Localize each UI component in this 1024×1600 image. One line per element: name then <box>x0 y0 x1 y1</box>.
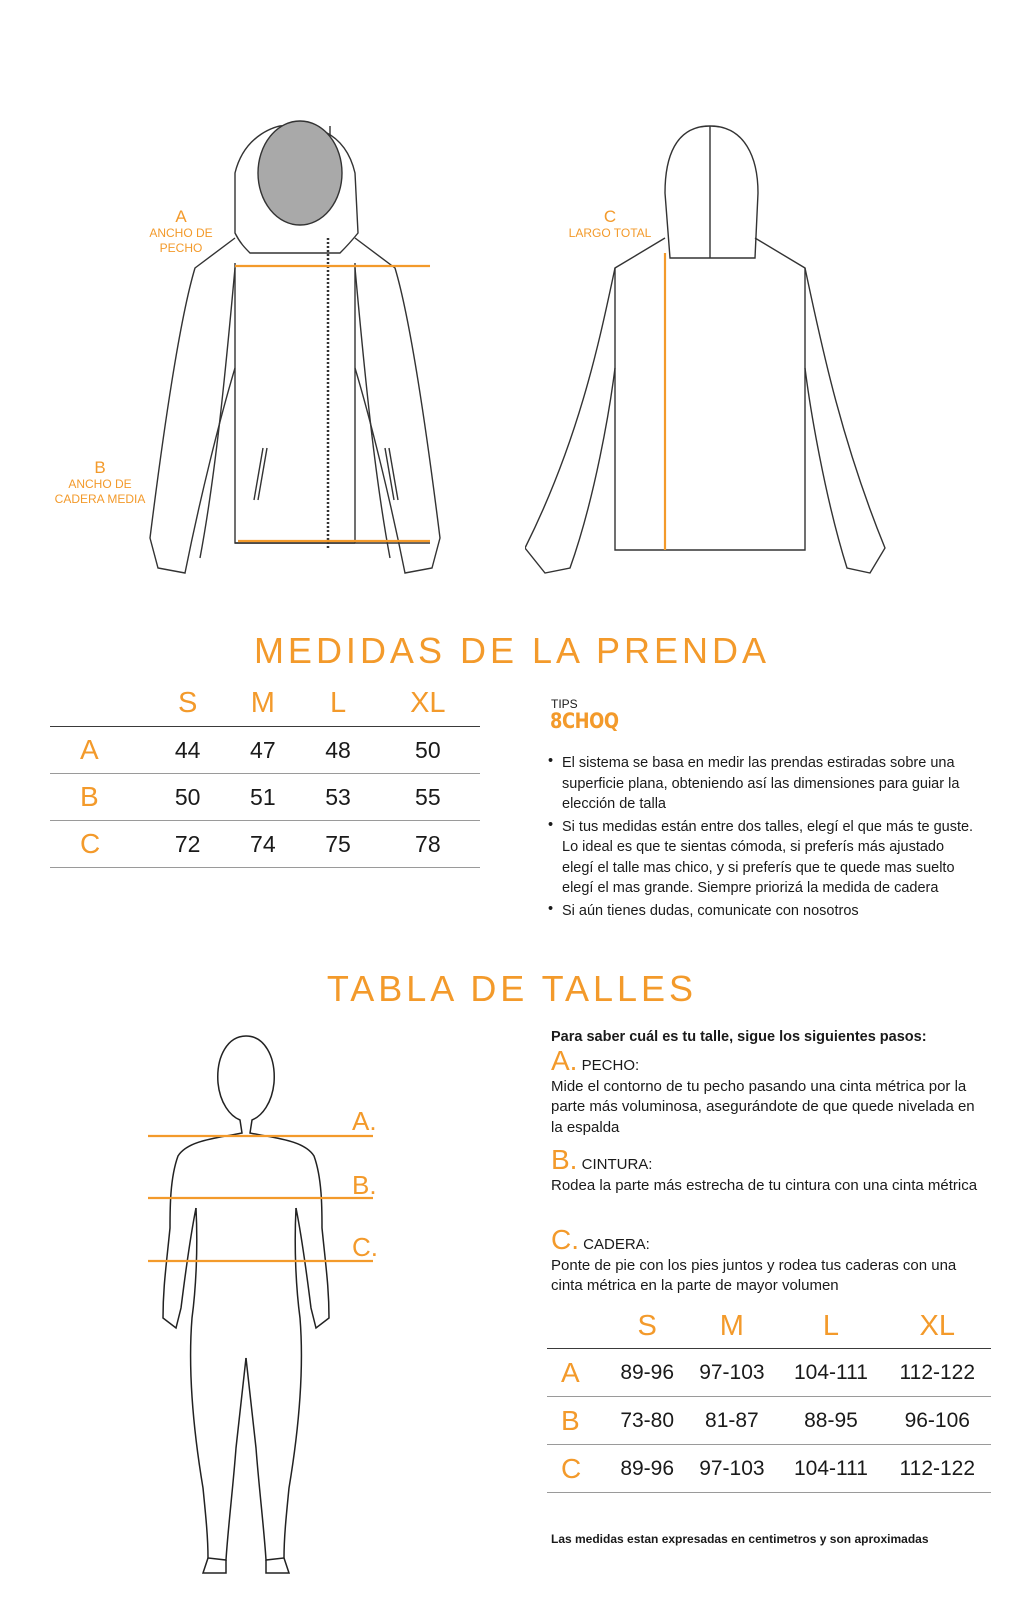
label-a-letter: A <box>175 207 187 226</box>
label-b-text-1: ANCHO DE <box>68 477 132 491</box>
cell: 81-87 <box>685 1397 778 1445</box>
table-row <box>547 1397 991 1445</box>
cell: 104-111 <box>778 1349 883 1397</box>
cell: 112-122 <box>884 1445 991 1493</box>
row-key: A <box>547 1349 609 1397</box>
tips-list <box>548 753 978 923</box>
cell: 72 <box>150 821 225 868</box>
row-key: B <box>50 774 150 821</box>
step-cadera <box>551 1224 981 1297</box>
label-c-text: LARGO TOTAL <box>568 226 652 240</box>
cell: 88-95 <box>778 1397 883 1445</box>
list-item: • El sistema se basa en medir las prendas estiradas sobre una superficie plana, obteniendo así las dimensiones para guiar la elección de talla <box>548 753 978 815</box>
label-a-text-2: PECHO <box>159 241 203 255</box>
cell: 73-80 <box>609 1397 685 1445</box>
step-pecho <box>551 1045 981 1138</box>
table-header-row <box>50 680 480 727</box>
jacket-front-illustration <box>140 118 450 588</box>
size-header-l: L <box>300 680 375 727</box>
size-header-xl: XL <box>884 1304 991 1349</box>
size-guide-intro: Para saber cuál es tu talle, sigue los siguientes pasos: <box>551 1029 927 1045</box>
table-corner <box>50 680 150 727</box>
cell: 51 <box>225 774 300 821</box>
cell: 44 <box>150 727 225 774</box>
cell: 89-96 <box>609 1445 685 1493</box>
label-a-text-1: ANCHO DE <box>149 226 213 240</box>
cell: 47 <box>225 727 300 774</box>
table-corner <box>547 1304 609 1349</box>
list-item: • Si tus medidas están entre dos talles, elegí el que más te guste. Lo ideal es que te sientas cómoda, si preferís más ajustado elegí el talle mas chico, y si preferís que te quede mas suelto elegí el mas grande. Siempre priorizá la medida de cadera <box>548 817 978 899</box>
step-letter: A. <box>551 1045 578 1076</box>
step-text: Ponte de pie con los pies juntos y rodea tus caderas con una cinta métrica en la parte de mayor volumen <box>551 1256 957 1294</box>
size-guide-title: TABLA DE TALLES <box>326 968 698 1009</box>
size-header-m: M <box>685 1304 778 1349</box>
label-b <box>45 458 155 507</box>
body-label-a: A. <box>352 1106 377 1136</box>
row-key: A <box>50 727 150 774</box>
body-label-c: C. <box>352 1232 378 1262</box>
label-a <box>140 207 222 256</box>
row-key: C <box>547 1445 609 1493</box>
cell: 50 <box>150 774 225 821</box>
table-row <box>50 727 480 774</box>
step-text: Mide el contorno de tu pecho pasando una cinta métrica por la parte más voluminosa, asegurándote de que quede nivelada en la espalda <box>551 1077 975 1136</box>
label-c <box>560 207 660 241</box>
brand-logo: 8CHOQ <box>550 709 619 733</box>
step-name: PECHO: <box>581 1057 640 1074</box>
step-name: CINTURA: <box>581 1156 653 1173</box>
step-letter: B. <box>551 1144 578 1175</box>
size-header-xl: XL <box>376 680 480 727</box>
garment-size-table <box>50 680 480 868</box>
jacket-back-illustration <box>525 118 895 588</box>
table-row <box>50 774 480 821</box>
cell: 55 <box>376 774 480 821</box>
body-figure-illustration <box>148 1028 378 1588</box>
cell: 112-122 <box>884 1349 991 1397</box>
body-size-table <box>547 1304 991 1493</box>
row-key: B <box>547 1397 609 1445</box>
row-key: C <box>50 821 150 868</box>
cell: 97-103 <box>685 1349 778 1397</box>
step-name: CADERA: <box>583 1236 650 1253</box>
cell: 97-103 <box>685 1445 778 1493</box>
step-cintura <box>551 1144 981 1196</box>
cell: 78 <box>376 821 480 868</box>
table-row <box>50 821 480 868</box>
table-row <box>547 1349 991 1397</box>
garment-title: MEDIDAS DE LA PRENDA <box>253 630 771 671</box>
cell: 48 <box>300 727 375 774</box>
tips-label: TIPS <box>551 697 578 711</box>
units-note: Las medidas estan expresadas en centimetros y son aproximadas <box>551 1532 929 1546</box>
cell: 74 <box>225 821 300 868</box>
body-label-b: B. <box>352 1170 377 1200</box>
cell: 50 <box>376 727 480 774</box>
step-letter: C. <box>551 1224 579 1255</box>
label-b-letter: B <box>94 458 106 477</box>
size-header-m: M <box>225 680 300 727</box>
label-b-text-2: CADERA MEDIA <box>54 492 146 506</box>
cell: 89-96 <box>609 1349 685 1397</box>
size-header-s: S <box>609 1304 685 1349</box>
table-row <box>547 1445 991 1493</box>
cell: 75 <box>300 821 375 868</box>
table-header-row <box>547 1304 991 1349</box>
size-header-l: L <box>778 1304 883 1349</box>
label-c-letter: C <box>603 207 617 226</box>
cell: 53 <box>300 774 375 821</box>
cell: 96-106 <box>884 1397 991 1445</box>
cell: 104-111 <box>778 1445 883 1493</box>
list-item: • Si aún tienes dudas, comunicate con nosotros <box>548 901 978 922</box>
step-text: Rodea la parte más estrecha de tu cintura con una cinta métrica <box>551 1176 978 1194</box>
size-header-s: S <box>150 680 225 727</box>
